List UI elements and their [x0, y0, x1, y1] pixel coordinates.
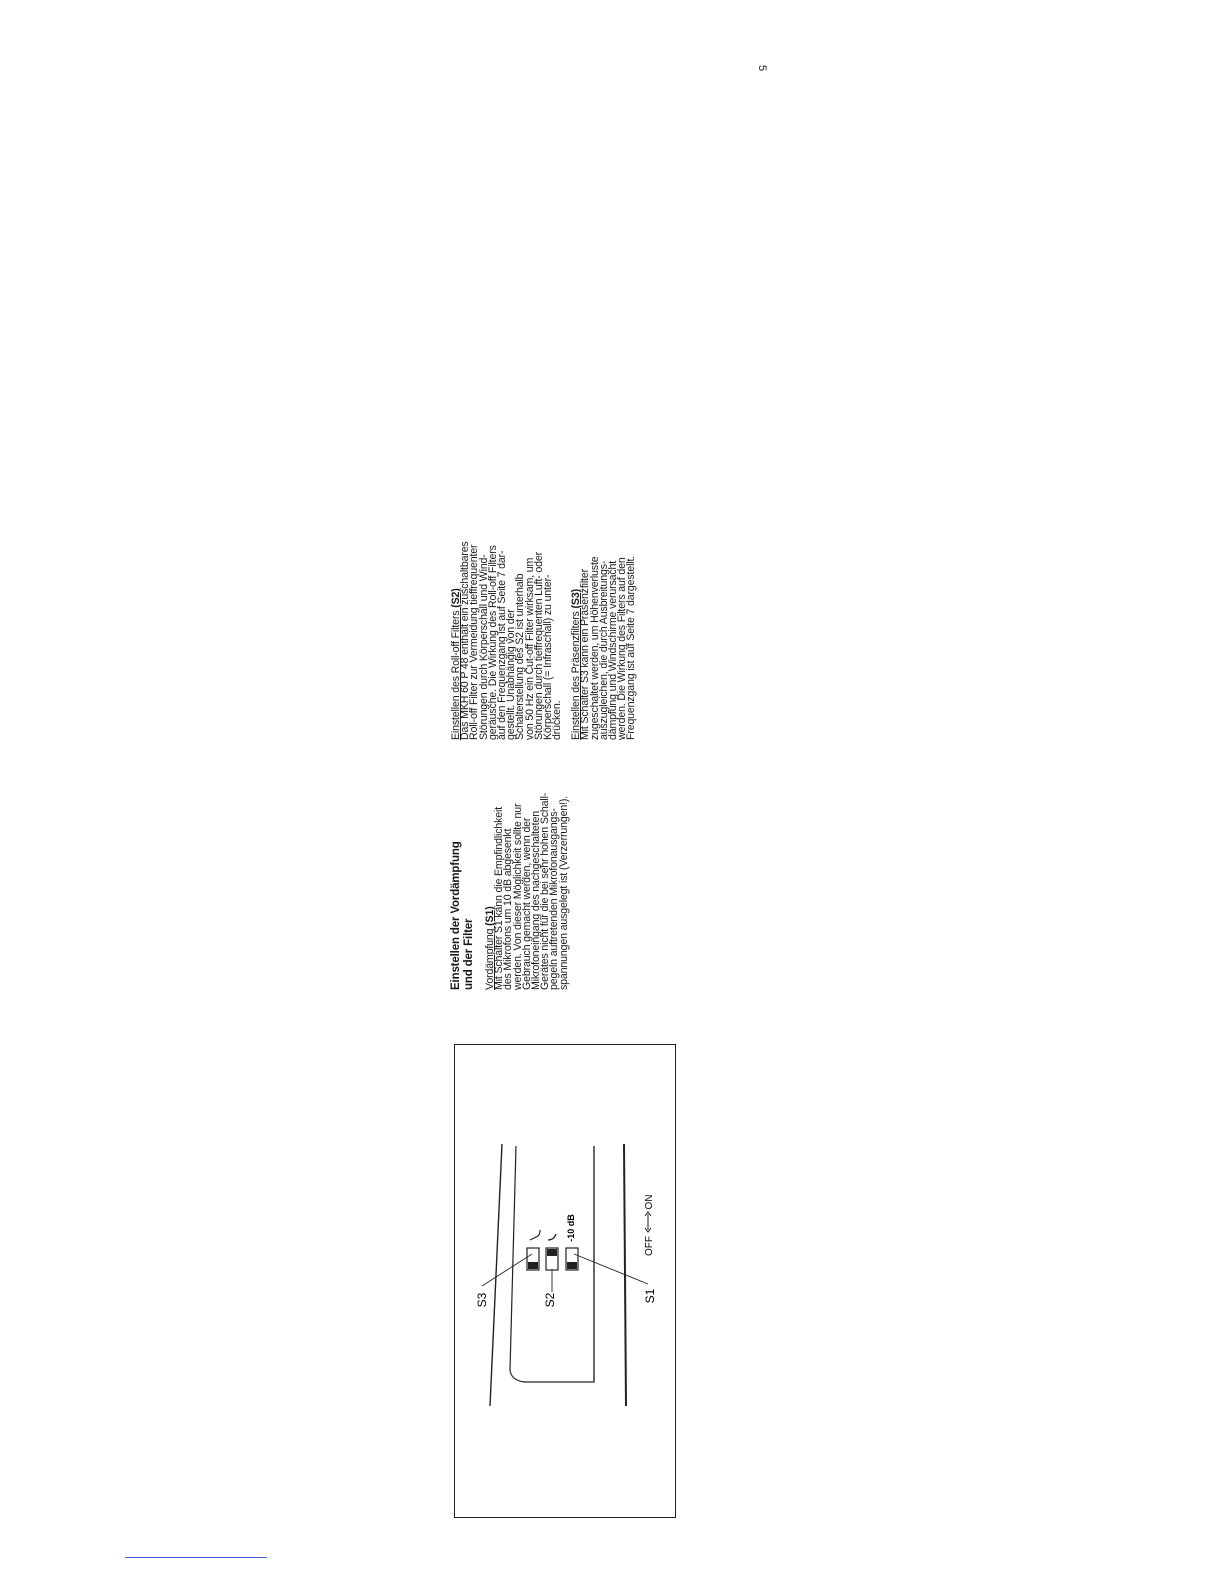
body-line: Mit Schalter S3 kann ein Präsenzfilter — [579, 569, 592, 740]
body-line: zugeschaltet werden, um Höhenverluste — [588, 556, 601, 740]
body-line: geräusche. Die Wirkung des Roll-off Filters — [486, 545, 499, 740]
body-line: von 50 Hz ein Cut-off Filter wirksam, um — [523, 557, 536, 740]
page-number: 5 — [756, 64, 768, 72]
body-line: werden. Die Wirkung des Filters auf den — [616, 557, 629, 740]
body-line: gestellt. Unabhängig von der — [505, 609, 518, 740]
diagram-frame — [455, 1045, 676, 1518]
body-line: werden. Von dieser Möglichkeit sollte nur — [511, 803, 524, 990]
label-off: OFF — [644, 1236, 655, 1256]
body-line: Gerätes nicht für die bei sehr hohen Schall- — [539, 792, 552, 990]
body-line: Gebrauch gemacht werden, wenn der — [520, 817, 533, 990]
label-s3: S3 — [475, 1292, 489, 1308]
text-column-s1 — [450, 793, 569, 990]
body-line: Störungen durch Körperschall und Wind- — [477, 554, 490, 740]
switch-s1 — [566, 1248, 578, 1270]
heading-line: Einstellen der Vordämpfung — [450, 841, 462, 990]
label-on: ON — [644, 1194, 655, 1210]
text-column-s2-s3 — [452, 541, 637, 740]
body-line: pegeln auftretenden Mikrofonausgangs- — [548, 808, 561, 990]
subheading-praesenz: Einstellen des Präsenzfilters (S3) — [570, 589, 583, 740]
body-line: Frequenzgang ist auf Seite 7 dargestellt. — [625, 555, 638, 740]
subheading-vordaempfung: Vordämpfung (S1) — [484, 906, 496, 990]
presence-curve-icon — [530, 1230, 540, 1240]
subheading-roll-off: Einstellen des Roll-off Filters (S2) — [450, 588, 462, 740]
body-line: auszugleichen, die durch Ausbreitungs- — [597, 560, 610, 740]
rolloff-curve-icon — [548, 1234, 556, 1240]
switch-diagram-drawing — [454, 1044, 676, 1518]
switch-s2 — [546, 1248, 558, 1270]
label-attenuation: -10 dB — [566, 1214, 576, 1242]
body-line: Schalterstellung des S2 ist unterhalb — [514, 573, 527, 740]
label-s2: S2 — [543, 1292, 557, 1308]
heading-line: und der Filter — [463, 918, 475, 990]
body-line: dämpfung und Windschirme verursacht — [607, 560, 619, 740]
body-line: Störungen durch tieffrequenten Luft- oder — [532, 551, 545, 740]
switch-s3 — [527, 1248, 539, 1270]
body-line: Das MKH 60 P 48 enthält ein zuschaltbares — [459, 541, 472, 740]
body-line: auf den Frequenzgang ist auf Seite 7 dar- — [495, 550, 508, 740]
body-line: des Mikrofons um 10 dB abgesenkt — [502, 828, 515, 990]
body-line-outer-left — [490, 1144, 502, 1406]
body-line: Roll-off Filter zur Vermeidung tieffrequenter — [468, 544, 481, 740]
label-s1: S1 — [643, 1288, 657, 1304]
footer-rule — [125, 1557, 267, 1558]
section-heading — [450, 793, 476, 990]
switch-diagram — [454, 1044, 676, 1518]
body-line: Körperschall (= Infraschall) zu unter- — [541, 574, 554, 740]
body-line: Mit Schalter S1 kann die Empfindlichkeit — [493, 806, 506, 990]
body-line: Mikrofoneingang des nachgeschalteten — [529, 811, 542, 990]
body-line: drücken. — [551, 700, 564, 740]
body-line: spannungen ausgelegt ist (Verzerrungen!). — [557, 795, 570, 990]
